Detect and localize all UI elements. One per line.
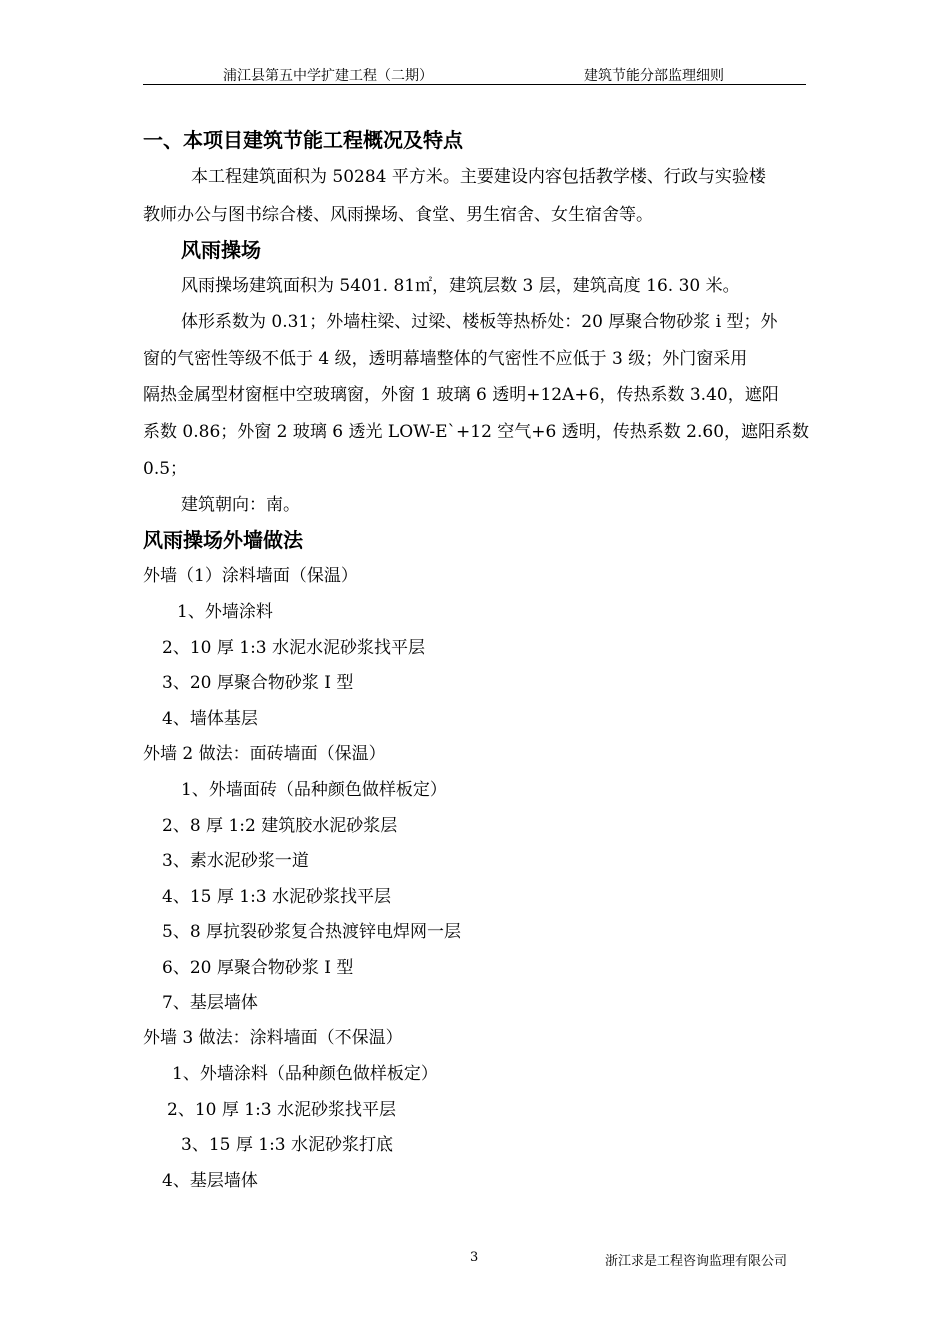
wall1-item: 2、10 厚 1:3 水泥水泥砂浆找平层 — [162, 638, 426, 658]
header-project-name: 浦江县第五中学扩建工程（二期） — [223, 68, 433, 84]
detail-line-4: 隔热金属型材窗框中空玻璃窗，外窗 1 玻璃 6 透明+12A+6，传热系数 3.40，遮阳 — [143, 385, 779, 405]
wall1-item: 3、20 厚聚合物砂浆 I 型 — [162, 673, 354, 693]
wall2-item: 1、外墙面砖（品种颜色做样板定） — [181, 780, 447, 800]
wall3-item: 4、基层墙体 — [162, 1171, 258, 1191]
detail-line-3: 窗的气密性等级不低于 4 级，透明幕墙整体的气密性不应低于 3 级；外门窗采用 — [143, 349, 748, 369]
wall2-item: 2、8 厚 1:2 建筑胶水泥砂浆层 — [162, 816, 398, 836]
detail-line-7: 建筑朝向：南。 — [181, 495, 300, 515]
subsection-title: 风雨操场 — [181, 238, 261, 262]
wall1-title: 外墙（1）涂料墙面（保温） — [143, 566, 358, 586]
wall3-item: 2、10 厚 1:3 水泥砂浆找平层 — [167, 1100, 397, 1120]
wall2-title: 外墙 2 做法：面砖墙面（保温） — [143, 744, 386, 764]
detail-line-1: 风雨操场建筑面积为 5401. 81㎡，建筑层数 3 层，建筑高度 16. 30 米。 — [181, 276, 740, 296]
detail-line-6: 0.5； — [143, 459, 188, 479]
wall2-item: 6、20 厚聚合物砂浆 I 型 — [162, 958, 354, 978]
detail-line-2: 体形系数为 0.31；外墙柱梁、过梁、楼板等热桥处：20 厚聚合物砂浆 i 型；外 — [181, 312, 778, 332]
section-title: 一、本项目建筑节能工程概况及特点 — [143, 128, 463, 152]
intro-line-1: 本工程建筑面积为 50284 平方米。主要建设内容包括教学楼、行政与实验楼 — [191, 167, 766, 187]
wall2-item: 7、基层墙体 — [162, 993, 258, 1013]
wall2-item: 3、素水泥砂浆一道 — [162, 851, 309, 871]
wall3-item: 1、外墙涂料（品种颜色做样板定） — [172, 1064, 438, 1084]
wall1-item: 1、外墙涂料 — [177, 602, 273, 622]
wall2-item: 5、8 厚抗裂砂浆复合热渡锌电焊网一层 — [162, 922, 462, 942]
page-header — [143, 64, 806, 85]
wall3-item: 3、15 厚 1:3 水泥砂浆打底 — [181, 1135, 394, 1155]
intro-line-2: 教师办公与图书综合楼、风雨操场、食堂、男生宿舍、女生宿舍等。 — [143, 205, 653, 225]
footer-company: 浙江求是工程咨询监理有限公司 — [605, 1254, 788, 1269]
wall1-item: 4、墙体基层 — [162, 709, 258, 729]
wall2-item: 4、15 厚 1:3 水泥砂浆找平层 — [162, 887, 392, 907]
wall3-title: 外墙 3 做法：涂料墙面（不保温） — [143, 1028, 403, 1048]
page-number: 3 — [470, 1250, 479, 1265]
wall-section-title: 风雨操场外墙做法 — [143, 528, 303, 552]
detail-line-5: 系数 0.86；外窗 2 玻璃 6 透光 LOW-E`+12 空气+6 透明，传热系数 2.60，遮阳系数 — [143, 422, 810, 442]
header-document-title: 建筑节能分部监理细则 — [584, 68, 724, 84]
